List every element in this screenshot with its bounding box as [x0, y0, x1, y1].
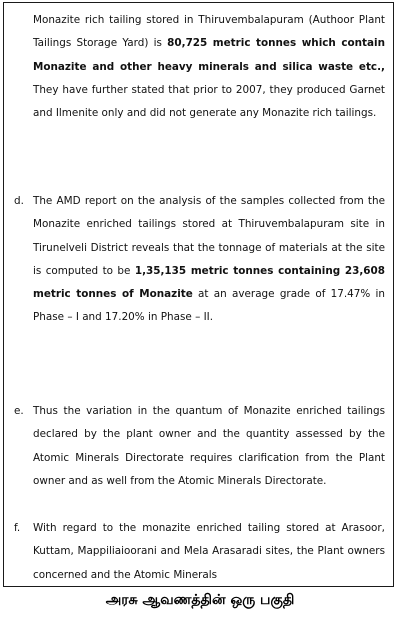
text-run: Monazite rich tailing stored in Thiruvembalapuram (Authoor Plant Tailings Storage Yard) is — [33, 14, 385, 50]
item-letter-e: e. — [14, 405, 24, 417]
text-run: The AMD report on the analysis of the samples collected from the Monazite enriched tailings stored at Thiruvembalapuram site in Tirunelveli District reveals that the tonnage of materials at the site is computed to be — [33, 195, 385, 277]
text-run: They have further stated that prior to 2007, they produced Garnet and Ilmenite only and did not generate any Monazite rich tailings. — [33, 83, 385, 120]
image-caption: அரசு ஆவணத்தின் ஒரு பகுதி — [105, 592, 295, 608]
paragraph-f — [33, 517, 385, 587]
document-scan — [3, 2, 394, 587]
paragraph-e — [33, 400, 385, 493]
bold-run: 80,725 metric tonnes which contain Monazite and other heavy minerals and silica waste etc., — [33, 37, 385, 73]
bold-run: 1,35,135 metric tonnes containing 23,608 metric tonnes of Monazite — [33, 264, 385, 301]
text-run: Thus the variation in the quantum of Monazite enriched tailings declared by the plant owner and the quantity assessed by the Atomic Minerals Directorate requires clarification from the Plant owner and as well from the Atomic Minerals Directorate. — [33, 405, 385, 487]
paragraph-d — [33, 190, 385, 330]
paragraph-c-continued — [33, 9, 385, 125]
item-letter-f: f. — [14, 522, 21, 534]
text-run: With regard to the monazite enriched tailing stored at Arasoor, Kuttam, Mappiliaioorani and Mela Arasaradi sites, the Plant owners concerned and the Atomic Minerals — [33, 522, 385, 581]
text-run: at an average grade of 17.47% in Phase – I and 17.20% in Phase – II. — [33, 288, 385, 324]
item-letter-d: d. — [14, 195, 24, 207]
